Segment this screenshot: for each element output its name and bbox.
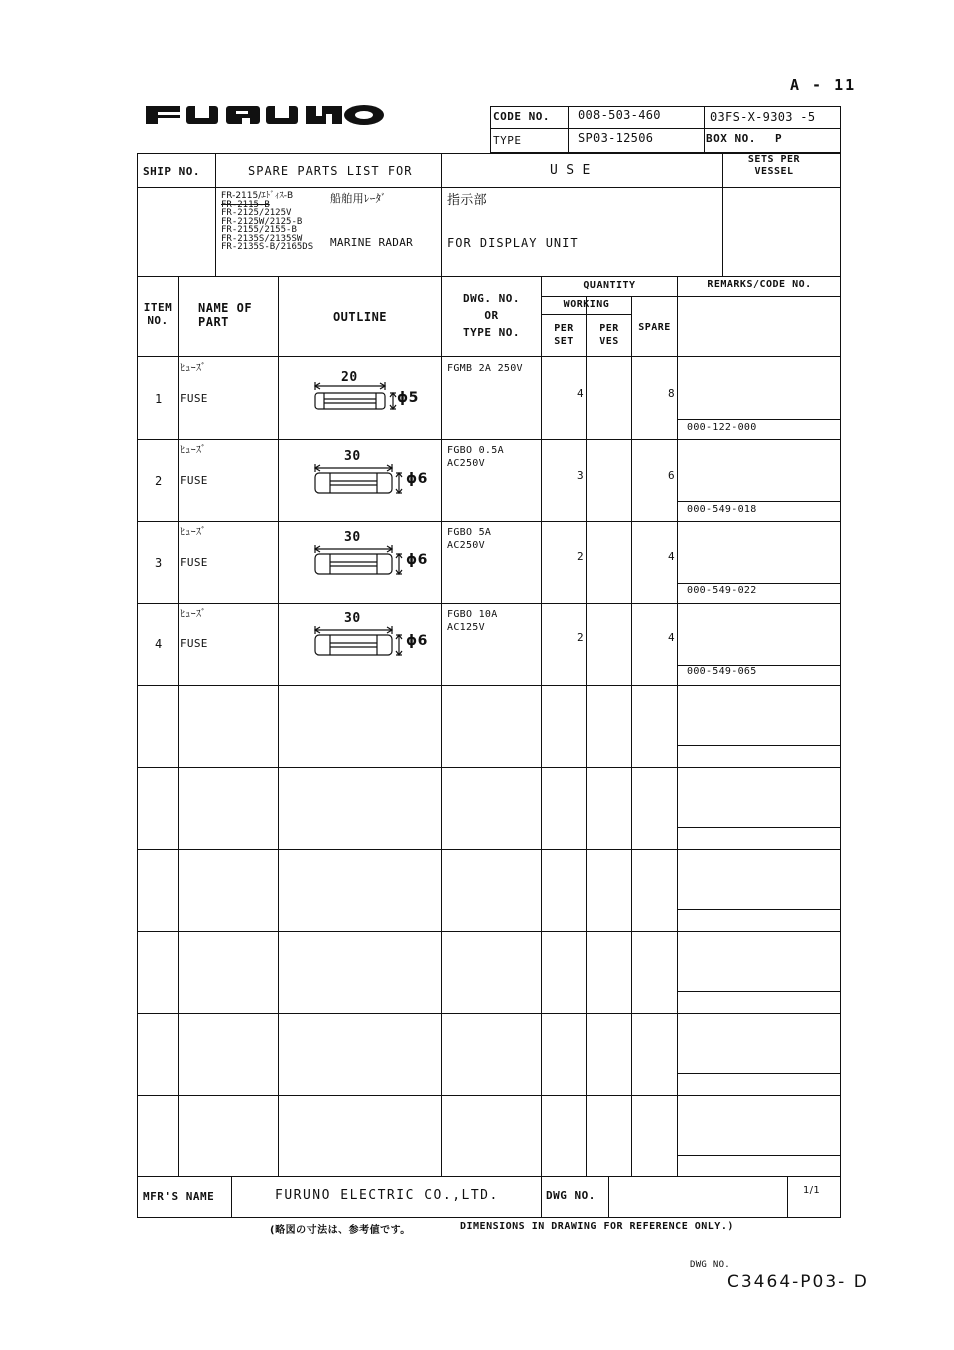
col-outline: OUTLINE — [332, 310, 388, 324]
part-name: FUSE — [180, 474, 208, 487]
col-remarks: REMARKS/CODE NO. — [707, 279, 812, 290]
fuse-diameter: ϕ6 — [406, 633, 428, 649]
qty-per-set: 2 — [577, 631, 584, 644]
mfr-name-label: MFR'S NAME — [143, 1190, 215, 1203]
fuse-diagram — [310, 368, 440, 416]
model-list: FR-2115/ｴﾄﾞｨｽ-B FR-2115-B FR-2125/2125V FR-2125W/2125-B FR-2155/2155-B FR-2135S/2135SW FR-2135S-B/2165DS — [221, 191, 314, 252]
col-quantity: QUANTITY — [583, 280, 636, 291]
code-ref: 03FS-X-9303 -5 — [710, 110, 816, 124]
use-label: U S E — [550, 163, 591, 178]
part-name: FUSE — [180, 392, 208, 405]
item-no: 4 — [155, 637, 163, 651]
code-no-label: CODE NO. — [493, 110, 550, 123]
item-no: 2 — [155, 474, 163, 488]
type-no-2: AC125V — [447, 622, 485, 633]
qty-spare: 4 — [668, 550, 675, 563]
drawing-code: C3464-P03- D — [727, 1272, 869, 1292]
reference-note-en: DIMENSIONS IN DRAWING FOR REFERENCE ONLY.) — [460, 1221, 734, 1232]
qty-spare: 4 — [668, 631, 675, 644]
fuse-diameter: ϕ6 — [406, 552, 428, 568]
type-no-2: AC250V — [447, 540, 485, 551]
box-no-value: P — [775, 132, 783, 145]
code-no-value: 008-503-460 — [578, 108, 661, 122]
sets-per-vessel-label: SETS PER VESSEL — [747, 154, 801, 177]
code-no: 000-549-065 — [687, 666, 757, 677]
dwg-no-label: DWG NO. — [546, 1189, 596, 1202]
spare-parts-label: SPARE PARTS LIST FOR — [248, 164, 413, 178]
type-value: SP03-12506 — [578, 131, 654, 145]
col-dwg-no: DWG. NO. OR TYPE NO. — [463, 292, 520, 339]
type-no: FGMB 2A 250V — [447, 363, 523, 374]
sheet-number: 1/1 — [803, 1185, 820, 1196]
reference-note-jp: (略図の寸法は、参考値です。 — [270, 1225, 411, 1236]
qty-per-set: 2 — [577, 550, 584, 563]
qty-per-set: 4 — [577, 387, 584, 400]
qty-spare: 8 — [668, 387, 675, 400]
item-no: 1 — [155, 392, 163, 406]
type-no: FGBO 5A — [447, 527, 492, 538]
dwg-no-small: DWG NO. — [690, 1260, 731, 1270]
part-name-jp: ﾋｭｰｽﾞ — [180, 363, 207, 374]
furuno-logo — [146, 104, 386, 126]
qty-per-set: 3 — [577, 469, 584, 482]
type-label: TYPE — [493, 134, 522, 147]
fuse-outline-drawing — [310, 368, 440, 416]
ship-no-label: SHIP NO. — [143, 165, 200, 178]
use-en: FOR DISPLAY UNIT — [447, 236, 579, 250]
marine-radar: MARINE RADAR — [330, 236, 414, 249]
mfr-name-value: FURUNO ELECTRIC CO.,LTD. — [275, 1188, 499, 1203]
part-name: FUSE — [180, 556, 208, 569]
fuse-diameter: ϕ5 — [397, 390, 419, 406]
col-per-ves: PER VES — [599, 323, 619, 347]
part-name-jp: ﾋｭｰｽﾞ — [180, 527, 207, 538]
part-name-jp: ﾋｭｰｽﾞ — [180, 445, 207, 456]
item-no: 3 — [155, 556, 163, 570]
fuse-length: 30 — [344, 530, 361, 545]
fuse-length: 30 — [344, 611, 361, 626]
code-no: 000-549-022 — [687, 585, 757, 596]
part-name-jp: ﾋｭｰｽﾞ — [180, 609, 207, 620]
box-no-label: BOX NO. — [706, 132, 756, 145]
type-no: FGBO 0.5A — [447, 445, 504, 456]
part-name: FUSE — [180, 637, 208, 650]
page-number: A - 11 — [790, 76, 857, 94]
col-working: WORKING — [563, 299, 610, 310]
use-jp: 指示部 — [447, 193, 487, 208]
fuse-length: 30 — [344, 449, 361, 464]
col-per-set: PER SET — [554, 323, 574, 347]
fuse-diameter: ϕ6 — [406, 471, 428, 487]
marine-radar-jp: 船舶用ﾚｰﾀﾞ — [330, 192, 387, 205]
qty-spare: 6 — [668, 469, 675, 482]
type-no: FGBO 10A — [447, 609, 498, 620]
fuse-length: 20 — [341, 370, 358, 385]
col-name-of-part: NAME OF PART — [198, 301, 253, 329]
type-no-2: AC250V — [447, 458, 485, 469]
col-spare: SPARE — [638, 322, 671, 333]
code-no: 000-122-000 — [687, 422, 757, 433]
code-no: 000-549-018 — [687, 504, 757, 515]
col-item-no: ITEM NO. — [143, 301, 173, 327]
